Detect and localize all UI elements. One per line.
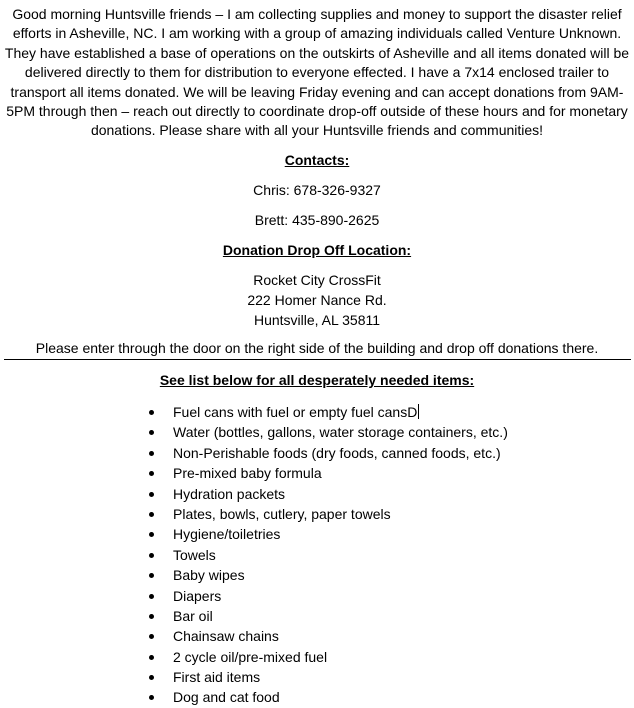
bullet-icon (149, 614, 154, 619)
list-item: Dog and cat food (0, 687, 634, 707)
dropoff-street: 222 Homer Nance Rd. (247, 292, 387, 308)
bullet-icon (149, 695, 154, 700)
needed-items-heading: See list below for all desperately needed items: (159, 372, 475, 388)
list-item: Baby wipes (0, 565, 634, 585)
bullet-icon (149, 471, 154, 476)
bullet-icon (149, 573, 154, 578)
dropoff-city: Huntsville, AL 35811 (253, 312, 381, 328)
list-item: Pre-mixed baby formula (0, 463, 634, 483)
bullet-icon (149, 655, 154, 660)
bullet-icon (149, 634, 154, 639)
list-item: Plates, bowls, cutlery, paper towels (0, 504, 634, 524)
contacts-heading: Contacts: (284, 152, 350, 168)
list-item: 2 cycle oil/pre-mixed fuel (0, 647, 634, 667)
list-item: Bar oil (0, 606, 634, 626)
list-item: Hydration packets (0, 484, 634, 504)
list-item: Non-Perishable foods (dry foods, canned foods, etc.) (0, 443, 634, 463)
list-item: Diapers (0, 586, 634, 606)
text-cursor (418, 404, 419, 419)
bullet-icon (149, 675, 154, 680)
bullet-icon (149, 512, 154, 517)
dropoff-instructions: Please enter through the door on the right side of the building and drop off donations there. (35, 340, 599, 356)
bullet-icon (149, 532, 154, 537)
list-item: First aid items (0, 667, 634, 687)
list-item: Water (bottles, gallons, water storage containers, etc.) (0, 422, 634, 442)
bullet-icon (149, 410, 154, 415)
dropoff-address (0, 270, 634, 330)
intro-paragraph: Good morning Huntsville friends – I am collecting supplies and money to support the disaster relief efforts in Asheville, NC. I am working with a group of amazing individuals called Venture Unknown. They have established a base of operations on the outskirts of Asheville and all items donated will be delivered directly to them for distribution to everyone effected. I have a 7x14 enclosed trailer to transport all items donated. We will be leaving Friday evening and can accept donations from 9AM-5PM through then – reach out directly to coordinate drop-off outside of these hours and for monetary donations. Please share with all your Huntsville friends and communities! (4, 6, 630, 139)
bullet-icon (149, 430, 154, 435)
contact-brett: Brett: 435-890-2625 (254, 212, 380, 228)
bullet-icon (149, 553, 154, 558)
list-item: Towels (0, 545, 634, 565)
list-item: Chainsaw chains (0, 626, 634, 646)
dropoff-location-name: Rocket City CrossFit (253, 272, 381, 288)
needed-items-list (0, 402, 634, 708)
dropoff-heading: Donation Drop Off Location: (222, 242, 412, 258)
bullet-icon (149, 451, 154, 456)
list-item: Hygiene/toiletries (0, 524, 634, 544)
list-item: Fuel cans with fuel or empty fuel cansD (0, 402, 634, 422)
contact-chris: Chris: 678-326-9327 (253, 182, 381, 198)
horizontal-divider (4, 359, 631, 360)
bullet-icon (149, 594, 154, 599)
bullet-icon (149, 492, 154, 497)
